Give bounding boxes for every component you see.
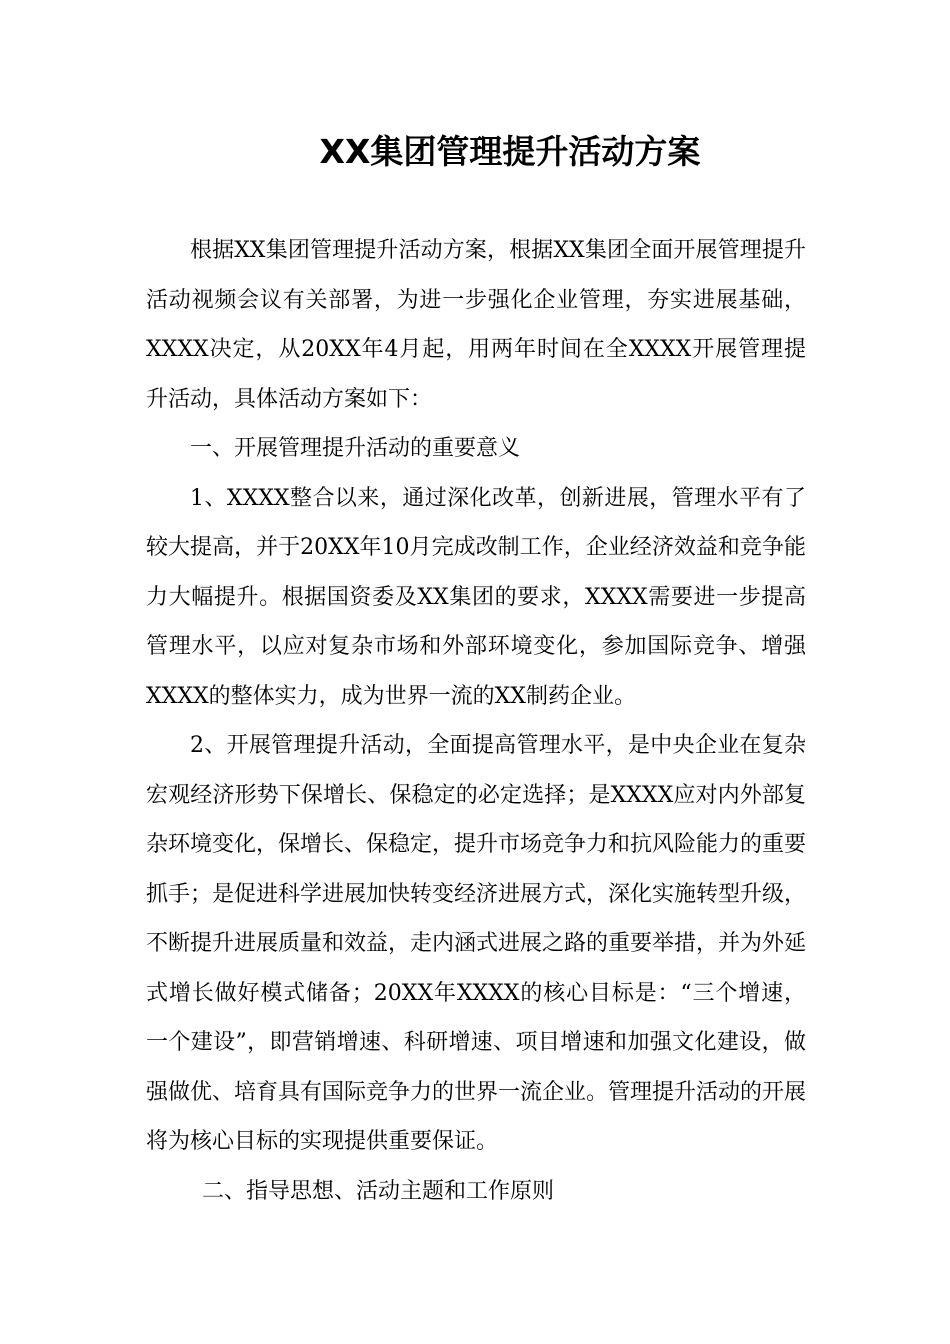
section-heading-2: 二、指导思想、活动主题和工作原则 <box>202 1178 555 1204</box>
intro-paragraph: 根据XX集团管理提升活动方案，根据XX集团全面开展管理提升活动视频会议有关部署，为进一步强化企业管理，夯实进展基础，XXXX决定，从20XX年4月起，用两年时间在全XXXX开展管理提升活动，具体活动方案如下： <box>146 238 806 412</box>
point-2-paragraph: 2、开展管理提升活动，全面提高管理水平，是中央企业在复杂宏观经济形势下保增长、保稳定的必定选择；是XXXX应对内外部复杂环境变化，保增长、保稳定，提升市场竞争力和抗风险能力的重要抓手；是促进科学进展加快转变经济进展方式，深化实施转型升级，不断提升进展质量和效益，走内涵式进展之路的重要举措，并为外延式增长做好模式储备；20XX年XXXX的核心目标是：“三个增速，一个建设”，即营销增速、科研增速、项目增速和加强文化建设，做强做优、培育具有国际竞争力的世界一流企业。管理提升活动的开展将为核心目标的实现提供重要保证。 <box>146 733 807 1154</box>
section-heading-1: 一、开展管理提升活动的重要意义 <box>190 436 521 461</box>
point-1-paragraph: 1、XXXX整合以来，通过深化改革，创新进展，管理水平有了较大提高，并于20XX年10月完成改制工作，企业经济效益和竞争能力大幅提升。根据国资委及XX集团的要求，XXXX需要进一步提高管理水平，以应对复杂市场和外部环境变化，参加国际竞争、增强XXXX的整体实力，成为世界一流的XX制药企业。 <box>146 485 806 709</box>
document-title: XX集团管理提升活动方案 <box>319 132 701 171</box>
document-body <box>146 226 806 1216</box>
